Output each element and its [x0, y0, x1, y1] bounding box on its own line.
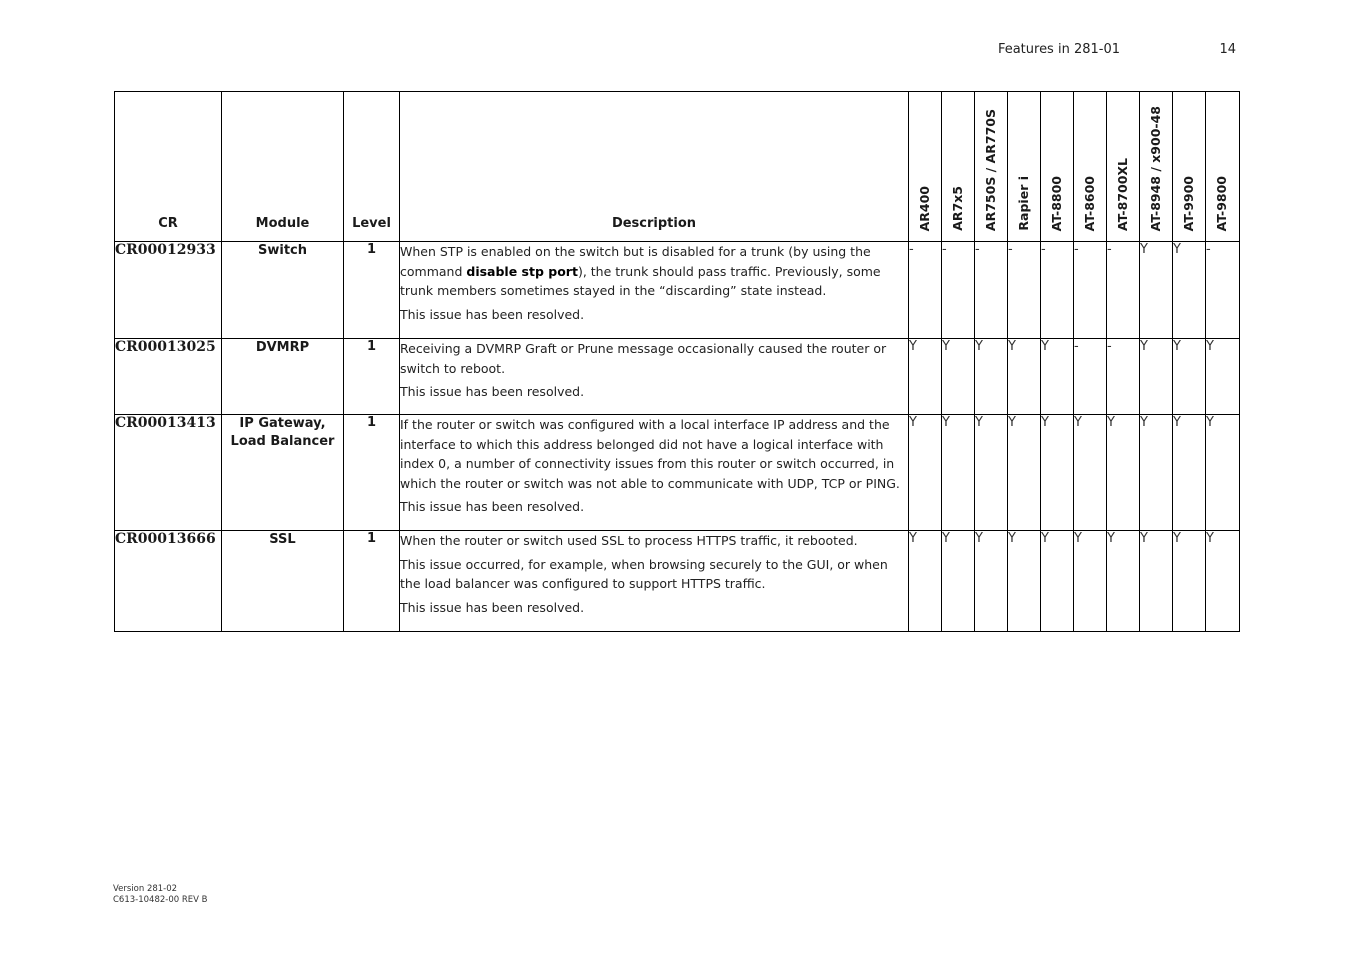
support-mark: Y	[1140, 339, 1173, 415]
column-header-product	[1206, 92, 1240, 242]
support-mark: -	[975, 242, 1008, 339]
support-mark: Y	[1008, 415, 1041, 531]
support-mark: Y	[942, 339, 975, 415]
product-label: AT-8700XL	[1114, 158, 1130, 231]
support-mark: -	[1107, 242, 1140, 339]
support-mark: Y	[909, 531, 942, 632]
resolution-note: This issue has been resolved.	[400, 384, 585, 399]
support-mark: Y	[975, 339, 1008, 415]
version-label: Version 281-02	[113, 884, 178, 894]
product-label: AT-9900	[1180, 175, 1196, 231]
column-header-module: Module	[222, 92, 344, 242]
support-mark: Y	[1173, 415, 1206, 531]
column-header-product	[942, 92, 975, 242]
description-paragraph: When the router or switch used SSL to process HTTPS traffic, it rebooted.	[400, 533, 858, 548]
cr-id-cell: CR00012933	[115, 242, 222, 339]
support-mark: Y	[1041, 531, 1074, 632]
support-mark: Y	[1140, 242, 1173, 339]
support-mark: Y	[1140, 415, 1173, 531]
product-label: AT-8948 / x900-48	[1147, 105, 1163, 231]
description-paragraph: Receiving a DVMRP Graft or Prune message occasionally caused the router or switch to reboot.	[400, 341, 887, 376]
support-mark: Y	[1173, 339, 1206, 415]
table-row	[115, 339, 1240, 415]
page-number: 14	[1219, 42, 1236, 57]
level-cell: 1	[344, 242, 400, 339]
column-header-product	[1041, 92, 1074, 242]
level-cell: 1	[344, 531, 400, 632]
module-cell	[222, 339, 344, 415]
table-row	[115, 242, 1240, 339]
product-label: AR750S / AR770S	[982, 108, 998, 231]
column-header-product	[1173, 92, 1206, 242]
table-row	[115, 415, 1240, 531]
support-mark: Y	[942, 415, 975, 531]
page-footer	[113, 884, 207, 906]
column-header-product	[975, 92, 1008, 242]
module-cell	[222, 531, 344, 632]
description-paragraph	[400, 242, 908, 301]
support-mark: Y	[1074, 531, 1107, 632]
module-cell	[222, 415, 344, 531]
support-mark: Y	[1107, 531, 1140, 632]
support-mark: Y	[942, 531, 975, 632]
support-mark: -	[1206, 242, 1240, 339]
resolution-note: This issue has been resolved.	[400, 599, 585, 615]
resolution-note: This issue has been resolved.	[400, 306, 585, 322]
description-text: When STP is enabled on the switch but is disabled for a trunk (by using the command	[400, 244, 871, 279]
description-cell	[400, 531, 909, 632]
support-mark: -	[1074, 339, 1107, 415]
support-mark: Y	[1041, 415, 1074, 531]
description-cell	[400, 339, 909, 415]
column-header-product	[1008, 92, 1041, 242]
support-mark: Y	[1140, 531, 1173, 632]
support-mark: Y	[1206, 531, 1240, 632]
column-header-product	[1074, 92, 1107, 242]
product-label: AR7x5	[949, 186, 965, 231]
support-mark: -	[1041, 242, 1074, 339]
table-row	[115, 531, 1240, 632]
product-label: AT-8600	[1081, 175, 1097, 231]
module-line: Switch	[257, 243, 307, 258]
support-mark: Y	[909, 339, 942, 415]
column-header-product	[1107, 92, 1140, 242]
column-header-product	[1140, 92, 1173, 242]
support-mark: Y	[1206, 415, 1240, 531]
support-mark: Y	[975, 531, 1008, 632]
page-header-title: Features in 281-01	[997, 42, 1120, 57]
description-text: ), the trunk should pass traffic. Previously, some trunk members sometimes stayed in the “discarding” state instead.	[400, 263, 881, 298]
support-mark: Y	[1173, 531, 1206, 632]
support-mark: -	[1074, 242, 1107, 339]
description-paragraph: This issue occurred, for example, when browsing securely to the GUI, or when the load balancer was configured to support HTTPS traffic.	[400, 556, 888, 591]
support-mark: Y	[1008, 531, 1041, 632]
support-mark: Y	[1107, 415, 1140, 531]
support-mark: Y	[909, 415, 942, 531]
description-cell	[400, 242, 909, 339]
command-text: disable stp port	[466, 263, 578, 279]
level-cell: 1	[344, 415, 400, 531]
description-paragraph: If the router or switch was configured with a local interface IP address and the interface to which this address belonged did not have a logical interface with index 0, a number of connectivity issues from this router or switch occurred, in which the router or switch was not able to communicate with UDP, TCP or PING.	[400, 417, 900, 491]
document-id: C613-10482-00 REV B	[113, 895, 208, 905]
column-header-cr: CR	[115, 92, 222, 242]
module-line: IP Gateway,	[239, 416, 326, 431]
cr-id-cell: CR00013666	[115, 531, 222, 632]
product-label: AT-8800	[1048, 175, 1064, 231]
column-header-product	[909, 92, 942, 242]
column-header-level: Level	[344, 92, 400, 242]
support-mark: Y	[1206, 339, 1240, 415]
module-line: SSL	[269, 532, 296, 547]
change-request-table	[114, 91, 1240, 632]
table-header-row	[115, 92, 1240, 242]
description-cell	[400, 415, 909, 531]
product-label: AR400	[916, 185, 932, 231]
support-mark: -	[942, 242, 975, 339]
column-header-description: Description	[400, 92, 909, 242]
support-mark: Y	[1041, 339, 1074, 415]
cr-id-cell: CR00013025	[115, 339, 222, 415]
support-mark: -	[909, 242, 942, 339]
module-line: Load Balancer	[230, 434, 335, 449]
product-label: Rapier i	[1015, 176, 1031, 231]
cr-id-cell: CR00013413	[115, 415, 222, 531]
product-label: AT-9800	[1214, 175, 1230, 231]
support-mark: Y	[1008, 339, 1041, 415]
support-mark: Y	[1074, 415, 1107, 531]
support-mark: Y	[1173, 242, 1206, 339]
support-mark: -	[1107, 339, 1140, 415]
module-cell	[222, 242, 344, 339]
level-cell: 1	[344, 339, 400, 415]
module-line: DVMRP	[255, 340, 310, 355]
support-mark: Y	[975, 415, 1008, 531]
support-mark: -	[1008, 242, 1041, 339]
resolution-note: This issue has been resolved.	[400, 499, 585, 514]
